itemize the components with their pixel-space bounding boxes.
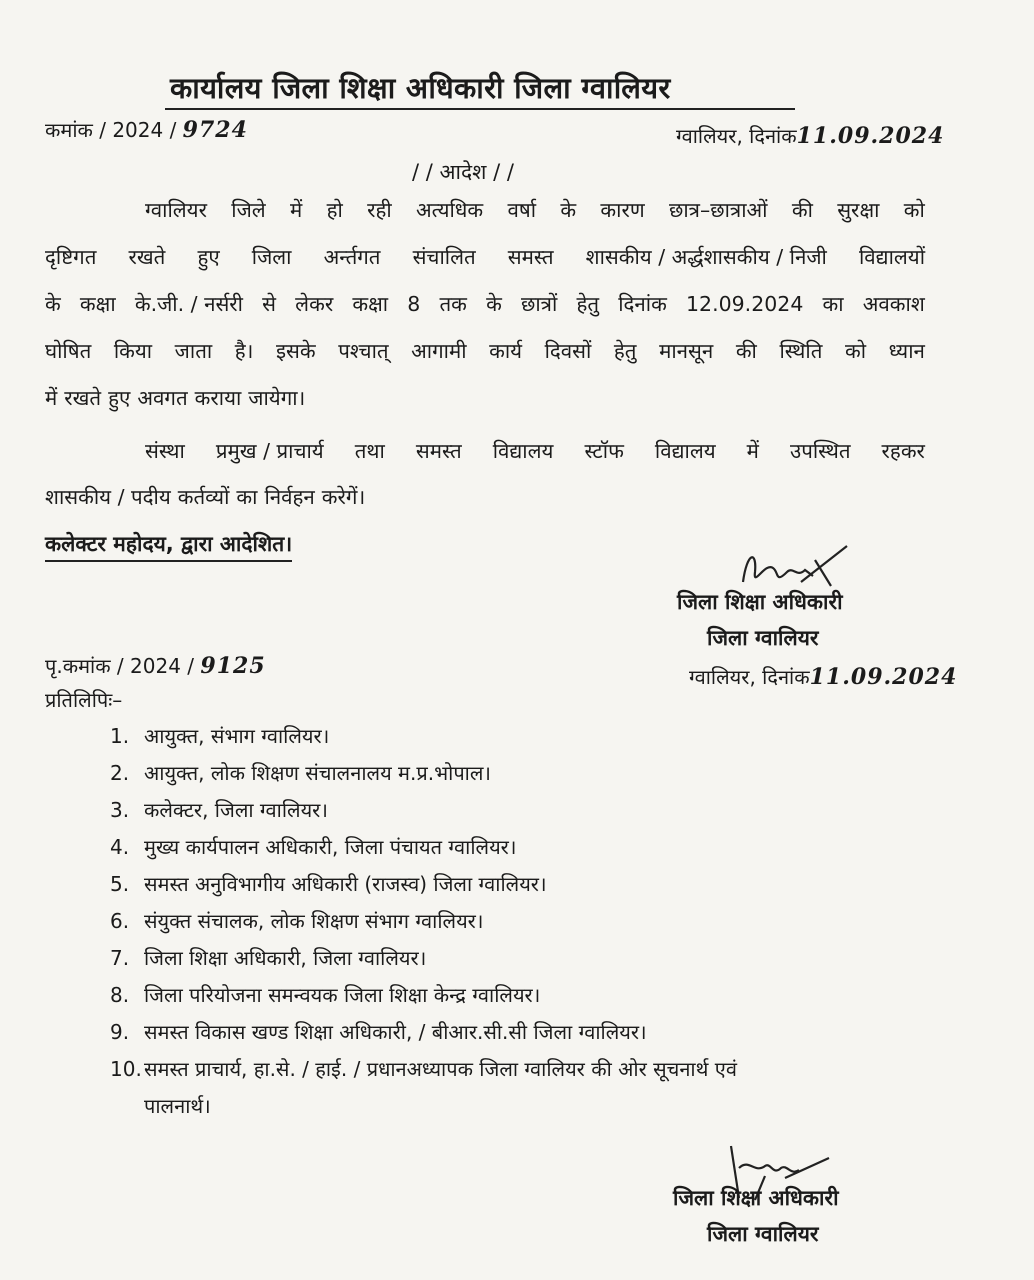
- word: अवकाश: [862, 292, 925, 316]
- word: दिवसों: [544, 339, 592, 363]
- word: के: [45, 292, 61, 316]
- recipient-number: 6.: [110, 909, 130, 933]
- word: के: [560, 198, 577, 222]
- word: पश्चात्: [338, 339, 389, 363]
- word: हेतु: [576, 292, 600, 316]
- order-ref-number: 9724: [182, 117, 248, 143]
- word: विद्यालयों: [858, 245, 925, 269]
- copy-label: प्रतिलिपिः–: [45, 688, 123, 712]
- paragraph-line: [45, 341, 925, 362]
- order-ref-prefix: कमांक / 2024 /: [45, 118, 177, 142]
- paragraph-line: [45, 441, 925, 462]
- word: के: [486, 292, 502, 316]
- word: हुए: [197, 245, 220, 269]
- recipient-item: [110, 1055, 737, 1082]
- word: अर्न्तगत: [323, 245, 381, 269]
- order-heading: / / आदेश / /: [412, 160, 514, 184]
- footer-signatory-designation: जिला शिक्षा अधिकारी: [673, 1186, 839, 1210]
- word: उपस्थित: [789, 439, 851, 463]
- word: हुए: [108, 386, 131, 410]
- recipient-number: 8.: [110, 983, 130, 1007]
- recipient-text: कलेक्टर, जिला ग्वालियर।: [144, 798, 328, 822]
- word: निर्वहन: [264, 485, 315, 509]
- signatory-date: [689, 663, 957, 690]
- word: का: [236, 485, 258, 509]
- word: मानसून: [659, 339, 714, 363]
- word: किया: [113, 339, 153, 363]
- word: रही: [367, 198, 392, 222]
- word: कराया: [194, 386, 242, 410]
- word: को: [844, 339, 867, 363]
- copy-ref-number: 9125: [200, 653, 266, 679]
- recipient-10-continuation: पालनार्थ।: [144, 1094, 211, 1118]
- recipient-text: जिला शिक्षा अधिकारी, जिला ग्वालियर।: [144, 946, 427, 970]
- word: छात्रों: [520, 292, 558, 316]
- order-date-prefix: ग्वालियर, दिनांक: [676, 124, 797, 148]
- word: संस्था: [145, 439, 185, 463]
- word: में: [290, 198, 303, 222]
- word: की: [791, 198, 813, 222]
- recipient-text: मुख्य कार्यपालन अधिकारी, जिला पंचायत ग्वालियर।: [144, 835, 517, 859]
- word: दृष्टिगत: [45, 245, 97, 269]
- word: वर्षा: [507, 198, 537, 222]
- word: अत्यधिक: [416, 198, 484, 222]
- word: करेगें।: [321, 485, 366, 509]
- word: सुरक्षा: [837, 198, 880, 222]
- recipient-number: 3.: [110, 798, 130, 822]
- word: की: [735, 339, 757, 363]
- recipient-number: 10.: [110, 1057, 142, 1081]
- signatory-designation: जिला शिक्षा अधिकारी: [677, 590, 843, 614]
- word: लेकर: [295, 292, 334, 316]
- word: समस्त: [415, 439, 462, 463]
- recipient-number: 5.: [110, 872, 130, 896]
- recipient-text: आयुक्त, लोक शिक्षण संचालनालय म.प्र.भोपाल।: [144, 761, 492, 785]
- recipient-number: 9.: [110, 1020, 130, 1044]
- order-date-value: 11.09.2024: [796, 123, 945, 149]
- word: को: [903, 198, 925, 222]
- order-reference: [45, 116, 248, 143]
- word: का: [822, 292, 844, 316]
- recipient-number: 1.: [110, 724, 130, 748]
- recipient-item: [110, 981, 540, 1008]
- word: ग्वालियर: [145, 198, 207, 222]
- paragraph-line: [45, 388, 925, 409]
- word: शासकीय / पदीय: [45, 485, 171, 509]
- word: जिले: [231, 198, 266, 222]
- recipient-text: समस्त प्राचार्य, हा.से. / हाई. / प्रधानअध्यापक जिला ग्वालियर की ओर सूचनार्थ एवं: [144, 1057, 737, 1081]
- recipient-text: समस्त अनुविभागीय अधिकारी (राजस्व) जिला ग्वालियर।: [144, 872, 547, 896]
- word: कारण: [600, 198, 645, 222]
- word: इसके: [275, 339, 316, 363]
- word: 8: [407, 292, 421, 316]
- recipient-text: संयुक्त संचालक, लोक शिक्षण संभाग ग्वालियर।: [144, 909, 484, 933]
- paragraph-line: [45, 294, 925, 315]
- word: जाता: [174, 339, 213, 363]
- signatory-district: जिला ग्वालियर: [707, 626, 819, 650]
- word: में: [45, 386, 58, 410]
- word: से: [262, 292, 277, 316]
- copy-reference: [45, 652, 266, 679]
- title-underline: [165, 108, 795, 110]
- word: छात्र–छात्राओं: [669, 198, 768, 222]
- office-title: कार्यालय जिला शिक्षा अधिकारी जिला ग्वालियर: [170, 71, 671, 105]
- word: कर्तव्यों: [177, 485, 230, 509]
- word: रखते: [128, 245, 166, 269]
- recipient-item: [110, 833, 516, 860]
- word: अवगत: [137, 386, 188, 410]
- word: हेतु: [613, 339, 637, 363]
- word: रहकर: [881, 439, 925, 463]
- word: समस्त: [507, 245, 554, 269]
- recipient-text: जिला परियोजना समन्वयक जिला शिक्षा केन्द्र ग्वालियर।: [144, 983, 541, 1007]
- paragraph-line: [45, 247, 925, 268]
- collector-order-note: कलेक्टर महोदय, द्वारा आदेशित।: [45, 530, 292, 562]
- word: ध्यान: [888, 339, 925, 363]
- recipient-item: [110, 944, 426, 971]
- recipient-item: [110, 722, 329, 749]
- word: के.जी. / नर्सरी: [134, 292, 243, 316]
- word: कार्य: [489, 339, 523, 363]
- recipient-number: 7.: [110, 946, 130, 970]
- word: हो: [326, 198, 343, 222]
- word: संचालित: [412, 245, 476, 269]
- recipient-number: 4.: [110, 835, 130, 859]
- word: शासकीय / अर्द्धशासकीय / निजी: [585, 245, 827, 269]
- word: तथा: [354, 439, 385, 463]
- word: जायेगा।: [248, 386, 306, 410]
- paragraph-line: [45, 487, 925, 508]
- word: घोषित: [45, 339, 92, 363]
- word: विद्यालय: [492, 439, 554, 463]
- recipient-item: [110, 1018, 647, 1045]
- recipient-item: [110, 796, 328, 823]
- word: स्टॉफ: [584, 439, 624, 463]
- word: कक्षा: [352, 292, 389, 316]
- word: रखते: [64, 386, 102, 410]
- word: प्रमुख / प्राचार्य: [215, 439, 324, 463]
- recipient-item: [110, 759, 491, 786]
- recipient-number: 2.: [110, 761, 130, 785]
- word: आगामी: [411, 339, 467, 363]
- footer-signatory-district: जिला ग्वालियर: [707, 1222, 819, 1246]
- order-date: [676, 122, 944, 149]
- recipient-item: [110, 870, 547, 897]
- signatory-date-prefix: ग्वालियर, दिनांक: [689, 665, 810, 689]
- recipient-item: [110, 907, 483, 934]
- recipient-text: आयुक्त, संभाग ग्वालियर।: [144, 724, 330, 748]
- word: कक्षा: [79, 292, 116, 316]
- word: में: [746, 439, 759, 463]
- word: 12.09.2024: [685, 292, 804, 316]
- paragraph-line: [45, 200, 925, 221]
- word: दिनांक: [618, 292, 667, 316]
- word: जिला: [251, 245, 292, 269]
- copy-ref-prefix: पृ.कमांक / 2024 /: [45, 654, 195, 678]
- recipient-text: समस्त विकास खण्ड शिक्षा अधिकारी, / बीआर.सी.सी जिला ग्वालियर।: [144, 1020, 647, 1044]
- word: स्थिति: [779, 339, 823, 363]
- word: है।: [234, 339, 254, 363]
- word: तक: [439, 292, 467, 316]
- signatory-date-value: 11.09.2024: [809, 664, 958, 690]
- word: विद्यालय: [654, 439, 716, 463]
